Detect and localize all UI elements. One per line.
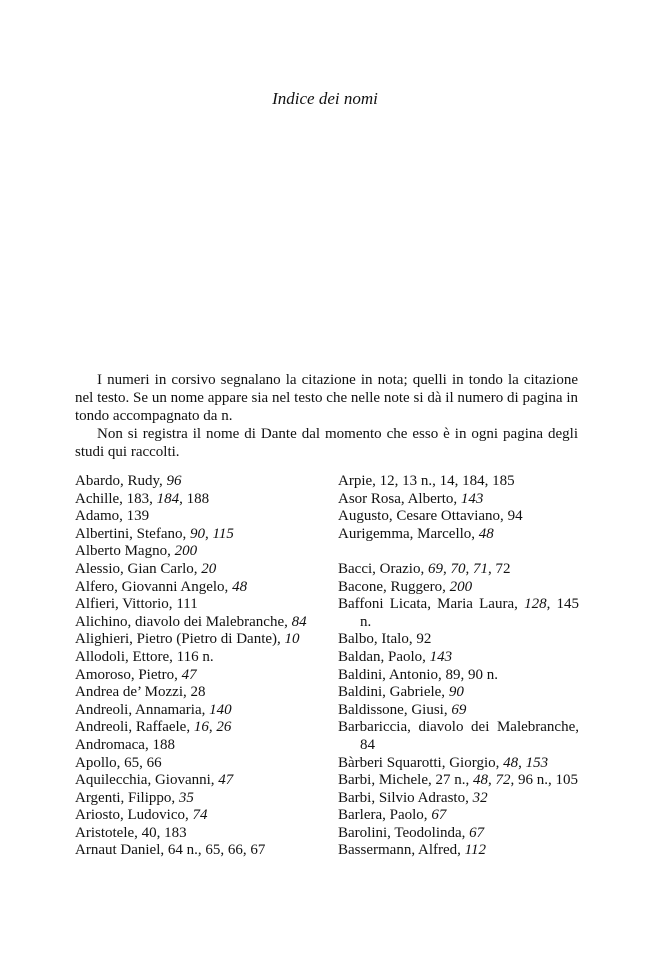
- index-entry-name: Bacci, Orazio,: [338, 560, 428, 577]
- index-entry: [338, 561, 579, 579]
- index-ref-text: , 72: [487, 560, 511, 577]
- index-entry-name: Alberto Magno,: [75, 543, 175, 560]
- index-entry-name: Barolini, Teodolinda,: [338, 824, 470, 841]
- index-ref-note: 74: [192, 807, 208, 824]
- index-ref-note: 16: [193, 719, 209, 736]
- index-entry: [338, 755, 579, 773]
- index-ref-text: ,: [487, 772, 496, 789]
- index-ref-text: 183,: [126, 490, 157, 507]
- index-entry: [338, 667, 579, 685]
- index-entry-name: Aurigemma, Marcello,: [338, 525, 479, 542]
- index-ref-text: ,: [465, 560, 473, 577]
- index-entry: [338, 790, 579, 808]
- index-ref-note: 48: [232, 578, 248, 595]
- index-entry-name: Achille,: [75, 490, 127, 507]
- index-entry-name: Adamo,: [75, 508, 127, 525]
- index-entry: [75, 825, 320, 843]
- index-entry-name: Argenti, Filippo,: [75, 789, 179, 806]
- index-entry: [75, 491, 320, 509]
- index-entry: [338, 702, 579, 720]
- index-entry-name: Barlera, Paolo,: [338, 807, 432, 824]
- index-ref-note: 72: [495, 772, 511, 789]
- index-ref-note: 112: [464, 842, 487, 859]
- intro-paragraph: Non si registra il nome di Dante dal momento che esso è in ogni pagina degli studi qui raccolti.: [75, 426, 578, 460]
- index-ref-note: 153: [525, 754, 549, 771]
- index-entry: [338, 491, 579, 509]
- index-ref-note: 48: [478, 525, 494, 542]
- index-entry-name: Aquilecchia, Giovanni,: [75, 772, 219, 789]
- index-ref-text: ,: [518, 754, 526, 771]
- index-ref-text: 40, 183: [141, 824, 187, 841]
- index-entry-name: Barbi, Silvio Adrasto,: [338, 789, 473, 806]
- index-ref-note: 143: [460, 490, 484, 507]
- index-ref-note: 67: [431, 807, 447, 824]
- index-ref-note: 32: [472, 789, 488, 806]
- index-ref-text: 28: [190, 684, 206, 701]
- index-ref-note: 200: [174, 543, 198, 560]
- index-entry-name: Arpie,: [338, 473, 380, 489]
- index-entry-name: Alighieri, Pietro (Pietro di Dante),: [75, 631, 285, 648]
- page-title: Indice dei nomi: [272, 89, 378, 108]
- index-entry-name: Baldini, Antonio,: [338, 666, 446, 683]
- index-ref-note: 47: [218, 772, 234, 789]
- index-entry: [75, 842, 320, 860]
- index-entry-name: Apollo,: [75, 754, 125, 771]
- index-ref-text: 111: [176, 596, 198, 613]
- index-entry: [75, 702, 320, 720]
- index-column-left: [75, 473, 320, 860]
- index-ref-text: ,: [208, 719, 217, 736]
- index-ref-note: 143: [429, 648, 453, 665]
- index-ref-note: 140: [209, 701, 232, 718]
- index-entry-name: Bàrberi Squarotti, Giorgio,: [338, 754, 504, 771]
- index-entry-name: Andromaca,: [75, 736, 153, 753]
- index-entry: [75, 526, 320, 544]
- index-ref-text: 27 n.,: [435, 772, 473, 789]
- index-entry-name: Augusto, Cesare Ottaviano,: [338, 508, 508, 525]
- index-ref-note: 35: [178, 789, 194, 806]
- index-entry-name: Arnaut Daniel,: [75, 842, 168, 859]
- index-entry-name: Bassermann, Alfred,: [338, 842, 465, 859]
- index-entry-name: Baldissone, Giusi,: [338, 701, 452, 718]
- index-entry-name: Aristotele,: [75, 824, 142, 841]
- index-ref-note: 48: [503, 754, 519, 771]
- index-ref-text: 139: [126, 508, 150, 525]
- index-ref-note: 26: [216, 719, 232, 736]
- index-entry-name: Baldini, Gabriele,: [338, 684, 449, 701]
- index-entry-name: Allodoli, Ettore,: [75, 648, 177, 665]
- index-ref-text: 64 n., 65, 66, 67: [167, 842, 266, 859]
- index-entry: [75, 579, 320, 597]
- index-entry-name: Bacone, Ruggero,: [338, 578, 450, 595]
- index-ref-note: 184: [156, 490, 180, 507]
- index-ref-note: 69: [451, 701, 467, 718]
- index-entry: [338, 596, 579, 631]
- letter-gap: [338, 543, 579, 561]
- index-entry-name: Andrea de’ Mozzi,: [75, 684, 191, 701]
- index-entry-name: Amoroso, Pietro,: [75, 666, 182, 683]
- index-ref-text: 84: [360, 736, 375, 753]
- index-ref-note: 128: [524, 596, 547, 613]
- index-ref-note: 84: [291, 613, 307, 630]
- index-entry-name: Andreoli, Annamaria,: [75, 701, 210, 718]
- index-entry-name: Alichino, diavolo dei Malebranche,: [75, 613, 292, 630]
- index-entry-name: Baffoni Licata, Maria Laura,: [338, 596, 525, 613]
- index-entry-name: Barbi, Michele,: [338, 772, 436, 789]
- index-entry: [75, 614, 320, 632]
- index-entry: [338, 772, 579, 790]
- index-entry: [338, 719, 579, 754]
- index-ref-text: , 145 n.: [360, 596, 579, 630]
- index-entry: [75, 543, 320, 561]
- index-entry: [75, 755, 320, 773]
- index-entry: [75, 667, 320, 685]
- index-entry: [75, 790, 320, 808]
- index-entry: [338, 631, 579, 649]
- index-ref-text: 65, 66: [124, 754, 162, 771]
- index-column-right: [338, 473, 579, 860]
- index-entry: [75, 737, 320, 755]
- index-entry-name: Alfieri, Vittorio,: [75, 596, 177, 613]
- index-entry-name: Alessio, Gian Carlo,: [75, 560, 202, 577]
- index-entry-name: Asor Rosa, Alberto,: [338, 490, 461, 507]
- index-ref-note: 115: [212, 525, 234, 542]
- index-entry: [338, 526, 579, 544]
- index-entry: [338, 649, 579, 667]
- index-entry-name: Barbariccia, diavolo dei Malebranche,: [338, 719, 579, 736]
- index-ref-note: 20: [201, 560, 217, 577]
- index-entry: [75, 631, 320, 649]
- index-ref-note: 70: [450, 560, 466, 577]
- index-entry: [338, 842, 579, 860]
- index-ref-text: 92: [416, 631, 432, 648]
- index-entry: [338, 825, 579, 843]
- intro-paragraph: I numeri in corsivo segnalano la citazione in nota; quelli in tondo la citazione nel testo. Se un nome appare sia nel testo che nelle note si dà il numero di pagina in tondo accompagnato da n.: [75, 372, 578, 424]
- index-ref-text: 94: [507, 508, 523, 525]
- index-ref-note: 96: [166, 473, 182, 489]
- index-entry: [338, 684, 579, 702]
- index-entry: [338, 579, 579, 597]
- index-entry: [338, 807, 579, 825]
- index-ref-note: 200: [449, 578, 473, 595]
- index-entry-name: Abardo, Rudy,: [75, 473, 167, 489]
- index-ref-text: 12, 13 n., 14, 184, 185: [379, 473, 515, 489]
- index-entry: [75, 649, 320, 667]
- index-entry: [75, 807, 320, 825]
- index-entry: [75, 561, 320, 579]
- index-ref-text: 188: [152, 736, 175, 753]
- index-ref-note: 71: [472, 560, 488, 577]
- index-ref-note: 67: [469, 824, 485, 841]
- index-entry-name: Andreoli, Raffaele,: [75, 719, 194, 736]
- index-entry-name: Balbo, Italo,: [338, 631, 417, 648]
- index-ref-text: , 96 n., 105: [510, 772, 578, 789]
- index-ref-note: 90: [448, 684, 464, 701]
- index-entry: [75, 596, 320, 614]
- index-entry-name: Alfero, Giovanni Angelo,: [75, 578, 233, 595]
- index-ref-note: 10: [284, 631, 300, 648]
- index-entry: [75, 473, 320, 491]
- index-entry-name: Ariosto, Ludovico,: [75, 807, 193, 824]
- index-ref-text: 89, 90 n.: [445, 666, 499, 683]
- index-entry: [75, 719, 320, 737]
- index-ref-note: 47: [181, 666, 197, 683]
- index-ref-text: ,: [442, 560, 451, 577]
- index-entry: [338, 508, 579, 526]
- index-ref-text: , 188: [179, 490, 210, 507]
- index-ref-note: 48: [472, 772, 488, 789]
- index-ref-note: 69: [427, 560, 443, 577]
- index-entry-name: Albertini, Stefano,: [75, 525, 190, 542]
- index-entry: [75, 684, 320, 702]
- index-ref-text: ,: [204, 525, 213, 542]
- index-entry: [75, 508, 320, 526]
- index-entry: [75, 772, 320, 790]
- index-entry-name: Baldan, Paolo,: [338, 648, 430, 665]
- index-ref-text: 116 n.: [176, 648, 214, 665]
- index-entry: [338, 473, 579, 491]
- index-ref-note: 90: [189, 525, 205, 542]
- intro-text: [75, 371, 578, 461]
